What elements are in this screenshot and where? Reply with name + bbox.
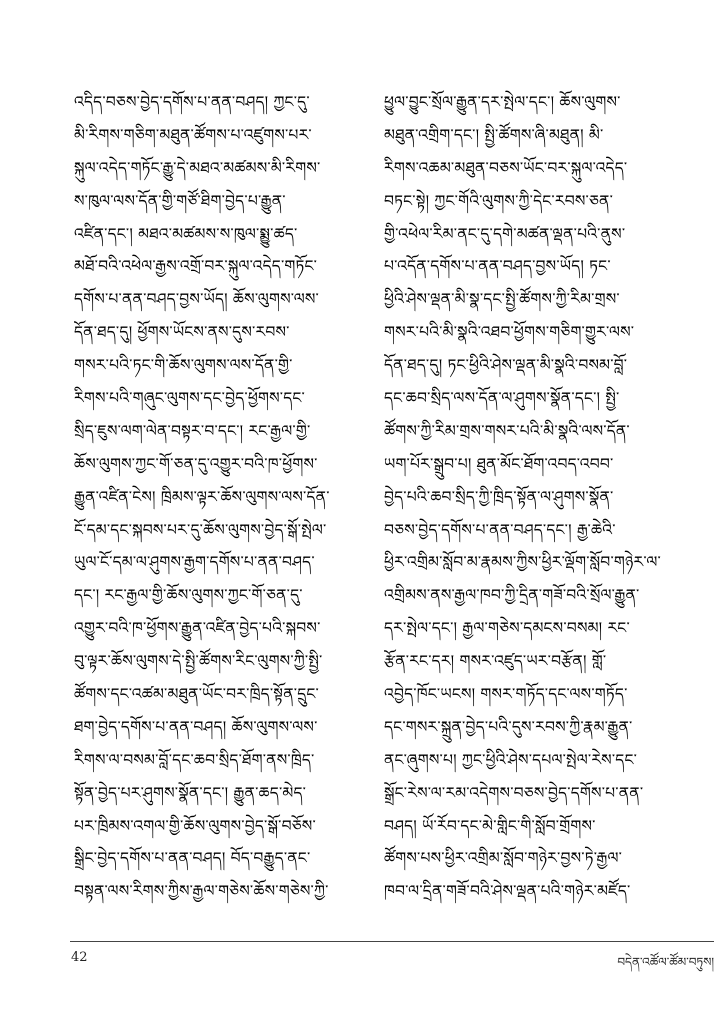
text-line: ནང་ཞུགས་པ། ཀྱང་ཕྱིའི་ཤེས་དཔལ་སྤེལ་རེས་དང་ xyxy=(384,750,638,769)
text-line: བཤད། ཡོ་རོབ་དང་མེ་གླིང་གི་སློབ་གྲོགས་ xyxy=(384,816,596,835)
running-footer-title: བདེན་འཚོལ་ཚོམ་བཏུས། xyxy=(617,955,714,969)
text-line: འགྲིམས་ནས་རྒྱལ་ཁབ་ཀྱི་དྲིན་གཟོ་བའི་སྲོལ་རྒྱུན་ xyxy=(384,586,640,605)
text-line: མཐུན་འགྲིག་དང་། སྤྱི་ཚོགས་ཞི་མཐུན། མི་ xyxy=(384,125,604,144)
left-text-column xyxy=(74,86,374,908)
text-line: རིགས་འཆམ་མཐུན་བཅས་ཡོང་བར་སྐུལ་འདེད་ xyxy=(384,158,628,177)
right-text-column xyxy=(384,86,684,908)
page-number: 42 xyxy=(71,950,88,965)
text-line: ཐག་བྱེད་དགོས་པ་ནན་བཤད། ཆོས་ལུགས་ལས་ xyxy=(74,717,318,736)
text-line: རྒྱུན་འཛིན་ངེས། ཁྲིམས་ལྟར་ཆོས་ལུགས་ལས་དོན་ xyxy=(74,487,330,506)
footer-rule xyxy=(70,941,714,942)
text-line: བཏང་སྟེ། ཀྱང་གོའི་ལུགས་ཀྱི་དེང་རབས་ཅན་ xyxy=(384,191,614,210)
text-line: མི་རིགས་གཅིག་མཐུན་ཚོགས་པ་འཛུགས་པར་ xyxy=(74,125,312,144)
text-line: འགྱུར་བའི་ཁ་ཕྱོགས་རྒྱུན་འཛིན་བྱེད་པའི་སྐབས་ xyxy=(74,619,321,638)
text-line: རིགས་པའི་གཞུང་ལུགས་དང་བྱེད་ཕྱོགས་དང་ xyxy=(74,389,305,408)
text-line: ཡུལ་ངོ་དམ་ལ་ཤུགས་རྒྱག་དགོས་པ་ནན་བཤད་ xyxy=(74,553,315,572)
text-line: དང་། རང་རྒྱལ་གྱི་ཆོས་ལུགས་ཀྱང་གོ་ཅན་དུ་ xyxy=(74,586,303,605)
text-line: ངོ་དམ་དང་སྐབས་པར་དུ་ཆོས་ལུགས་བྱེད་སྒོ་སྤེལ་ xyxy=(74,520,327,539)
text-line: ཚོགས་དང་འཚམ་མཐུན་ཡོང་བར་ཁྲིད་སྟོན་དྲུང་ xyxy=(74,685,319,704)
text-line: རྩོན་རང་དར། གསར་འཛུད་ཡར་བརྩོན། གློ་ xyxy=(384,652,607,671)
text-line: བསྟན་ལས་རིགས་ཀྱིས་རྒྱལ་གཅེས་ཆོས་གཅེས་ཀྱི་ xyxy=(74,882,329,901)
text-line: ཕྱིར་འགྲིམ་སློབ་མ་རྣམས་ཀྱིས་ཕྱིར་ལྡོག་སློབ་གཉེར་ལ་ xyxy=(384,553,661,572)
text-line: སྒྲོང་རེས་ལ་རམ་འདེགས་བཅས་བྱེད་དགོས་པ་ནན་ xyxy=(384,783,644,802)
text-line: འདིད་བཅས་བྱེད་དགོས་པ་ནན་བཤད། ཀྱང་དུ་ xyxy=(74,93,310,111)
text-line: སྐུལ་འདེད་གཏོང་རྒྱུ་དེ་མཐའ་མཚམས་མི་རིགས་ xyxy=(74,158,321,177)
text-line: ས་ཁུལ་ལས་དོན་གྱི་གཙོ་ཐིག་བྱེད་པ་རྒྱུན་ xyxy=(74,191,286,210)
text-line: སྒྲིང་བྱེད་དགོས་པ་ནན་བཤད། བོད་བརྒྱུད་ནང་ xyxy=(74,849,311,868)
text-line: ཡག་པོར་སྒྲུབ་པ། ཐུན་མོང་ཐོག་འབད་འབབ་ xyxy=(384,454,614,473)
text-line: མཐོ་བའི་འཕེལ་རྒྱས་འགྲོ་བར་སྐུལ་འདེད་གཏོང་ xyxy=(74,257,318,276)
text-line: དོན་ཐད་དུ། ཏང་ཕྱིའི་ཤེས་ལྡན་མི་སྣའི་བསམ་བློ་ xyxy=(384,356,628,375)
text-line: བུ་ལྟར་ཆོས་ལུགས་དེ་སྤྱི་ཚོགས་རིང་ལུགས་ཀྱི་སྤྱི་ xyxy=(74,652,323,671)
text-line: ཚོགས་པས་ཕྱིར་འགྲིམ་སློབ་གཉེར་བྱས་ཏེ་རྒྱལ་ xyxy=(384,849,623,868)
text-line: འཛིན་དང་། མཐའ་མཚམས་ས་ཁུལ་སྨྱུ་ཚད་ xyxy=(74,224,298,243)
text-line: པར་ཁྲིམས་འགལ་གྱི་ཆོས་ལུགས་བྱེད་སྒོ་བཅོས་ xyxy=(74,816,316,835)
text-line: འབྱེད་ཁོང་ཡངས། གསར་གཏོད་དང་ལས་གཏོད་ xyxy=(384,685,628,704)
text-line: ཕྱུལ་བྱུང་སྲོལ་རྒྱུན་དར་སྤེལ་དང་། ཆོས་ལུགས་ xyxy=(384,93,621,111)
text-line: དང་ཆབ་སྲིད་ལས་དོན་ལ་ཤུགས་སྣོན་དང་། སྤྱི་ xyxy=(384,389,620,408)
text-line: དོན་ཐད་དུ། ཕྱོགས་ཡོངས་ནས་དུས་རབས་ xyxy=(74,323,290,342)
text-line: གསར་པའི་མི་སྣའི་འཐབ་ཕྱོགས་གཅིག་གྱུར་ལས་ xyxy=(384,323,635,342)
text-line: ཁབ་ལ་དྲིན་གཟོ་བའི་ཤེས་ལྡན་པའི་གཉེར་མཛོད་ xyxy=(384,882,631,901)
text-line: དར་སྤེལ་དང་། རྒྱལ་གཅེས་དམངས་བསམ། རང་ xyxy=(384,619,630,638)
text-line: སྲིད་ཇུས་ལག་ལེན་བསྟར་བ་དང་། རང་རྒྱལ་གྱི་ xyxy=(74,421,311,440)
text-line: རིགས་ལ་བསམ་བློ་དང་ཆབ་སྲིད་ཐོག་ནས་ཁྲིད་ xyxy=(74,750,315,769)
text-line: པ་འདོན་དགོས་པ་ནན་བཤད་བྱས་ཡོད། ཏང་ xyxy=(384,257,611,276)
text-line: ཆོས་ལུགས་ཀྱང་གོ་ཅན་དུ་འགྱུར་བའི་ཁ་ཕྱོགས་ xyxy=(74,454,318,473)
text-line: སྟོན་བྱེད་པར་ཤུགས་སྣོན་དང་། རྒྱུན་ཆད་མེད་ xyxy=(74,783,307,802)
text-line: བཅས་བྱེད་དགོས་པ་ནན་བཤད་དང་། རྒྱ་ཆེའི་ xyxy=(384,520,616,539)
text-line: གསར་པའི་ཏང་གི་ཆོས་ལུགས་ལས་དོན་གྱི་ xyxy=(74,356,293,375)
text-line: གྱི་འཕེལ་རིམ་ནང་དུ་དགེ་མཚན་ལྡན་པའི་ནུས་ xyxy=(384,224,626,243)
text-line: དང་གསར་སྐྲུན་བྱེད་པའི་དུས་རབས་ཀྱི་རྣམ་རྒྱུན་ xyxy=(384,717,633,736)
text-line: བྱེད་པའི་ཆབ་སྲིད་ཀྱི་ཁྲིད་སྟོན་ལ་ཤུགས་སྣོན་ xyxy=(384,487,614,506)
text-line: དགོས་པ་ནན་བཤད་བྱས་ཡོད། ཆོས་ལུགས་ལས་ xyxy=(74,290,319,309)
text-line: ཕྱིའི་ཤེས་ལྡན་མི་སྣ་དང་སྤྱི་ཚོགས་ཀྱི་རིམ་གྲས་ xyxy=(384,290,620,309)
text-line: ཚོགས་ཀྱི་རིམ་གྲས་གསར་པའི་མི་སྣའི་ལས་དོན་ xyxy=(384,421,630,440)
